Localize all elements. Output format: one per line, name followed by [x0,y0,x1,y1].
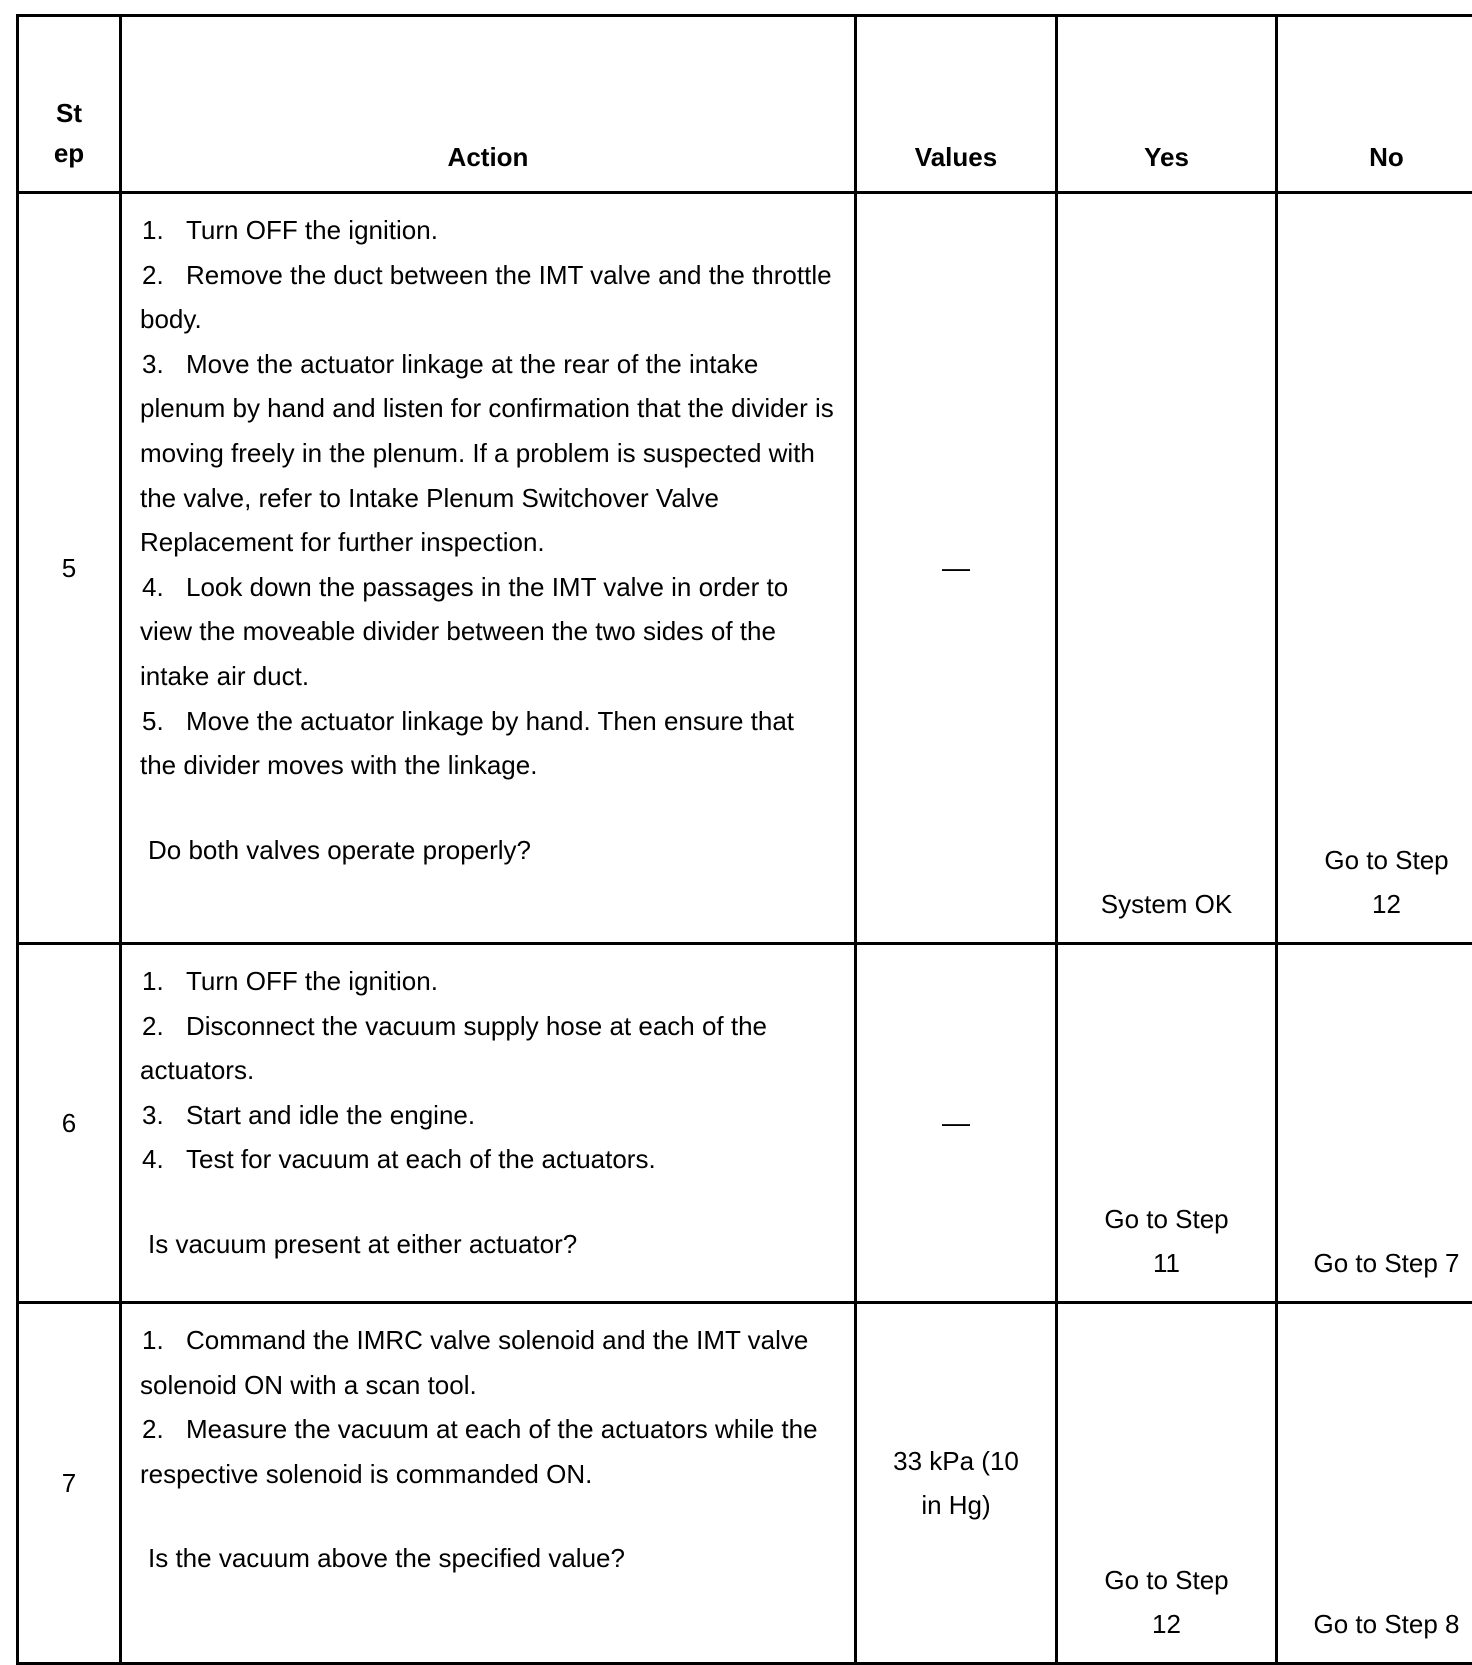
header-step [18,16,121,193]
yes-cell: System OK [1057,193,1277,944]
header-step-line2: ep [19,133,119,173]
action-cell [121,1303,856,1664]
no-cell: Go to Step 7 [1277,944,1472,1303]
action-item: 2. Remove the duct between the IMT valve and the throttle body. [140,253,836,342]
action-item: 1. Command the IMRC valve solenoid and the IMT valve solenoid ON with a scan tool. [140,1318,836,1407]
action-item: 5. Move the actuator linkage by hand. Then ensure that the divider moves with the linkage. [140,699,836,788]
no-cell [1277,193,1472,944]
no-cell: Go to Step 8 [1277,1303,1472,1664]
no-text: Go to Step 12 [1317,838,1457,926]
action-cell [121,944,856,1303]
yes-text: Go to Step 11 [1097,1197,1237,1285]
header-values: Values [856,16,1057,193]
yes-cell [1057,1303,1277,1664]
action-cell [121,193,856,944]
action-item: 3. Start and idle the engine. [140,1093,836,1138]
action-item: 3. Move the actuator linkage at the rear of the intake plenum by hand and listen for confirmation that the divider is moving freely in the plenum. If a problem is suspected with the valve, refer to Intake Plenum Switchover Valve Replacement for further inspection. [140,342,836,565]
yes-cell [1057,944,1277,1303]
step-number: 5 [18,193,121,944]
action-item: 1. Turn OFF the ignition. [140,208,836,253]
step-number: 7 [18,1303,121,1664]
table-row [18,1303,1472,1664]
action-question: Is vacuum present at either actuator? [140,1222,836,1267]
table-row [18,944,1472,1303]
action-item: 2. Disconnect the vacuum supply hose at each of the actuators. [140,1004,836,1093]
header-action: Action [121,16,856,193]
diagnostic-table [16,14,1472,1665]
header-step-line1: St [19,93,119,133]
action-item: 4. Look down the passages in the IMT valve in order to view the moveable divider between the two sides of the intake air duct. [140,565,836,699]
step-number: 6 [18,944,121,1303]
values-text: 33 kPa (10 in Hg) [886,1439,1026,1527]
action-item: 1. Turn OFF the ignition. [140,959,836,1004]
values-cell [856,1303,1057,1664]
values-cell: — [856,944,1057,1303]
action-question: Is the vacuum above the specified value? [140,1536,836,1581]
action-item: 2. Measure the vacuum at each of the actuators while the respective solenoid is commanded ON. [140,1407,836,1496]
action-item: 4. Test for vacuum at each of the actuators. [140,1137,836,1182]
values-cell: — [856,193,1057,944]
header-yes: Yes [1057,16,1277,193]
action-question: Do both valves operate properly? [140,828,836,873]
header-row [18,16,1472,193]
header-no: No [1277,16,1472,193]
table-row [18,193,1472,944]
yes-text: Go to Step 12 [1097,1558,1237,1646]
